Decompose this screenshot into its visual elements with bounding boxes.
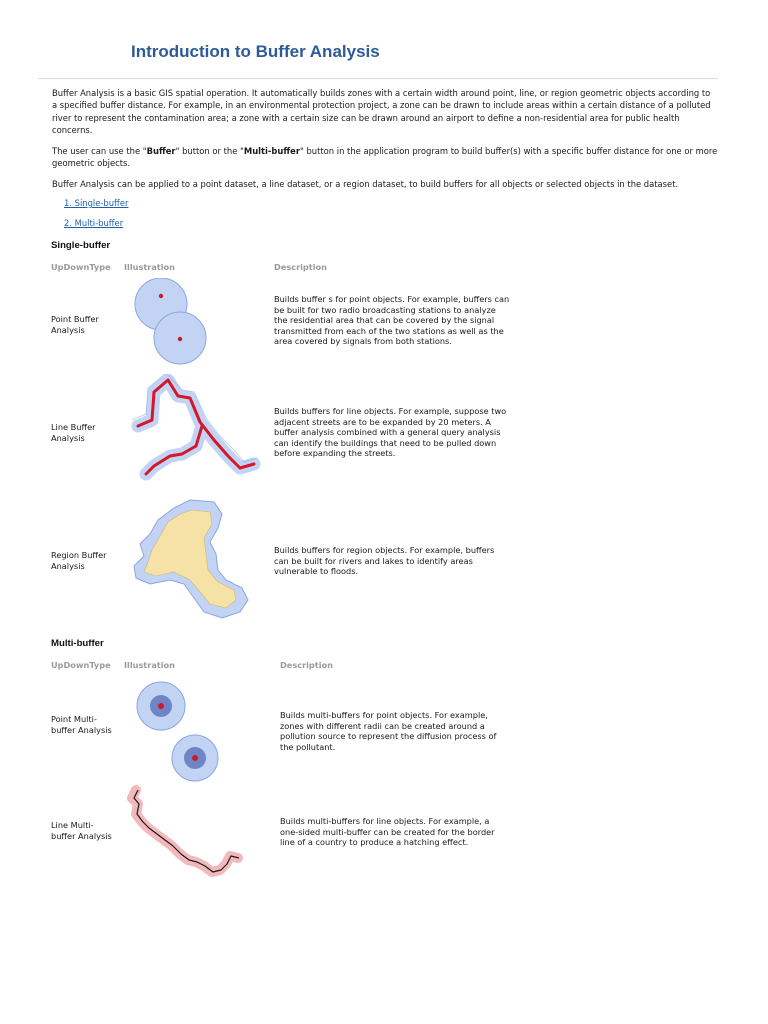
page-title: Introduction to Buffer Analysis	[131, 42, 380, 61]
intro-p2-multibuffer-bold: Multi-buffer	[243, 146, 300, 156]
line-buffer-illustration	[130, 374, 264, 490]
point-2-marker	[178, 337, 182, 341]
single-row-description-point: Builds buffer s for point objects. For example, buffers can be built for two radio broadcasting stations to analyze the residential area that can be covered by the signal transmitted from each of the two stations as well as the area covered by signals from both stations.	[274, 294, 510, 347]
single-col-header-description: Description	[274, 262, 327, 272]
section-heading-multi-buffer: Multi-buffer	[51, 638, 104, 649]
point-multi-buffer-illustration	[136, 680, 220, 782]
intro-paragraph-2	[52, 145, 718, 170]
line-multi-buffer-illustration	[126, 784, 246, 888]
single-row-description-line: Builds buffers for line objects. For example, suppose two adjacent streets are to be expanded by 20 meters. A buffer analysis combined with a general query analysis can identify the buildings that need to be pulled down before expanding the streets.	[274, 406, 507, 459]
point-buffer-illustration	[128, 278, 220, 370]
toc-link-multi-buffer[interactable]: 2. Multi-buffer	[64, 218, 124, 228]
title-divider	[38, 78, 718, 79]
single-col-header-illustration: Illustration	[124, 262, 176, 272]
intro-paragraph-1: Buffer Analysis is a basic GIS spatial operation. It automatically builds zones with a certain width around point, line, or region geometric objects according to a specified buffer distance. For example, in an environmental protection project, a zone can be drawn to include areas within a certain distance of a polluted river to represent the contamination area; a zone with a certain size can be drawn around an airport to define a non-residential area for public health concerns.	[52, 88, 711, 136]
section-heading-single-buffer: Single-buffer	[51, 240, 111, 251]
line-multi-buffer-zone	[132, 790, 238, 872]
multi-col-header-illustration: Illustration	[124, 660, 176, 670]
point-1-marker	[159, 294, 163, 298]
intro-p2-middle: " button or the "	[175, 146, 244, 156]
intro-p2-buffer-bold: Buffer	[146, 146, 176, 156]
multi-col-header-description: Description	[280, 660, 333, 670]
single-row-label-region: Region Buffer Analysis	[51, 550, 107, 571]
point-multi-marker-2	[192, 755, 198, 761]
region-buffer-illustration	[130, 498, 260, 622]
single-row-label-line: Line Buffer Analysis	[51, 422, 96, 443]
intro-p2-before: The user can use the "	[52, 146, 147, 156]
point-multi-marker-1	[158, 703, 164, 709]
multi-row-description-line: Builds multi-buffers for line objects. For example, a one-sided multi-buffer can be created for the border line of a country to produce a hatching effect.	[280, 816, 495, 848]
multi-row-label-point: Point Multi-buffer Analysis	[51, 714, 112, 735]
single-row-label-point: Point Buffer Analysis	[51, 314, 99, 335]
intro-paragraph-3: Buffer Analysis can be applied to a point dataset, a line dataset, or a region dataset, to build buffers for all objects or selected objects in the dataset.	[52, 179, 679, 189]
line-buffer-zone	[138, 380, 254, 474]
intro-p2-after: " button in the application program to build buffer(s) with a specific buffer distance for one or more geometric objects.	[52, 146, 718, 169]
multi-row-label-line: Line Multi-buffer Analysis	[51, 820, 112, 841]
single-row-description-region: Builds buffers for region objects. For example, buffers can be built for rivers and lakes to identify areas vulnerable to floods.	[274, 545, 495, 577]
single-col-header-type: UpDownType	[51, 262, 111, 272]
multi-row-description-point: Builds multi-buffers for point objects. For example, zones with different radii can be created around a pollution source to represent the diffusion process of the pollutant.	[280, 710, 497, 752]
toc-link-single-buffer[interactable]: 1. Single-buffer	[64, 198, 129, 208]
multi-col-header-type: UpDownType	[51, 660, 111, 670]
